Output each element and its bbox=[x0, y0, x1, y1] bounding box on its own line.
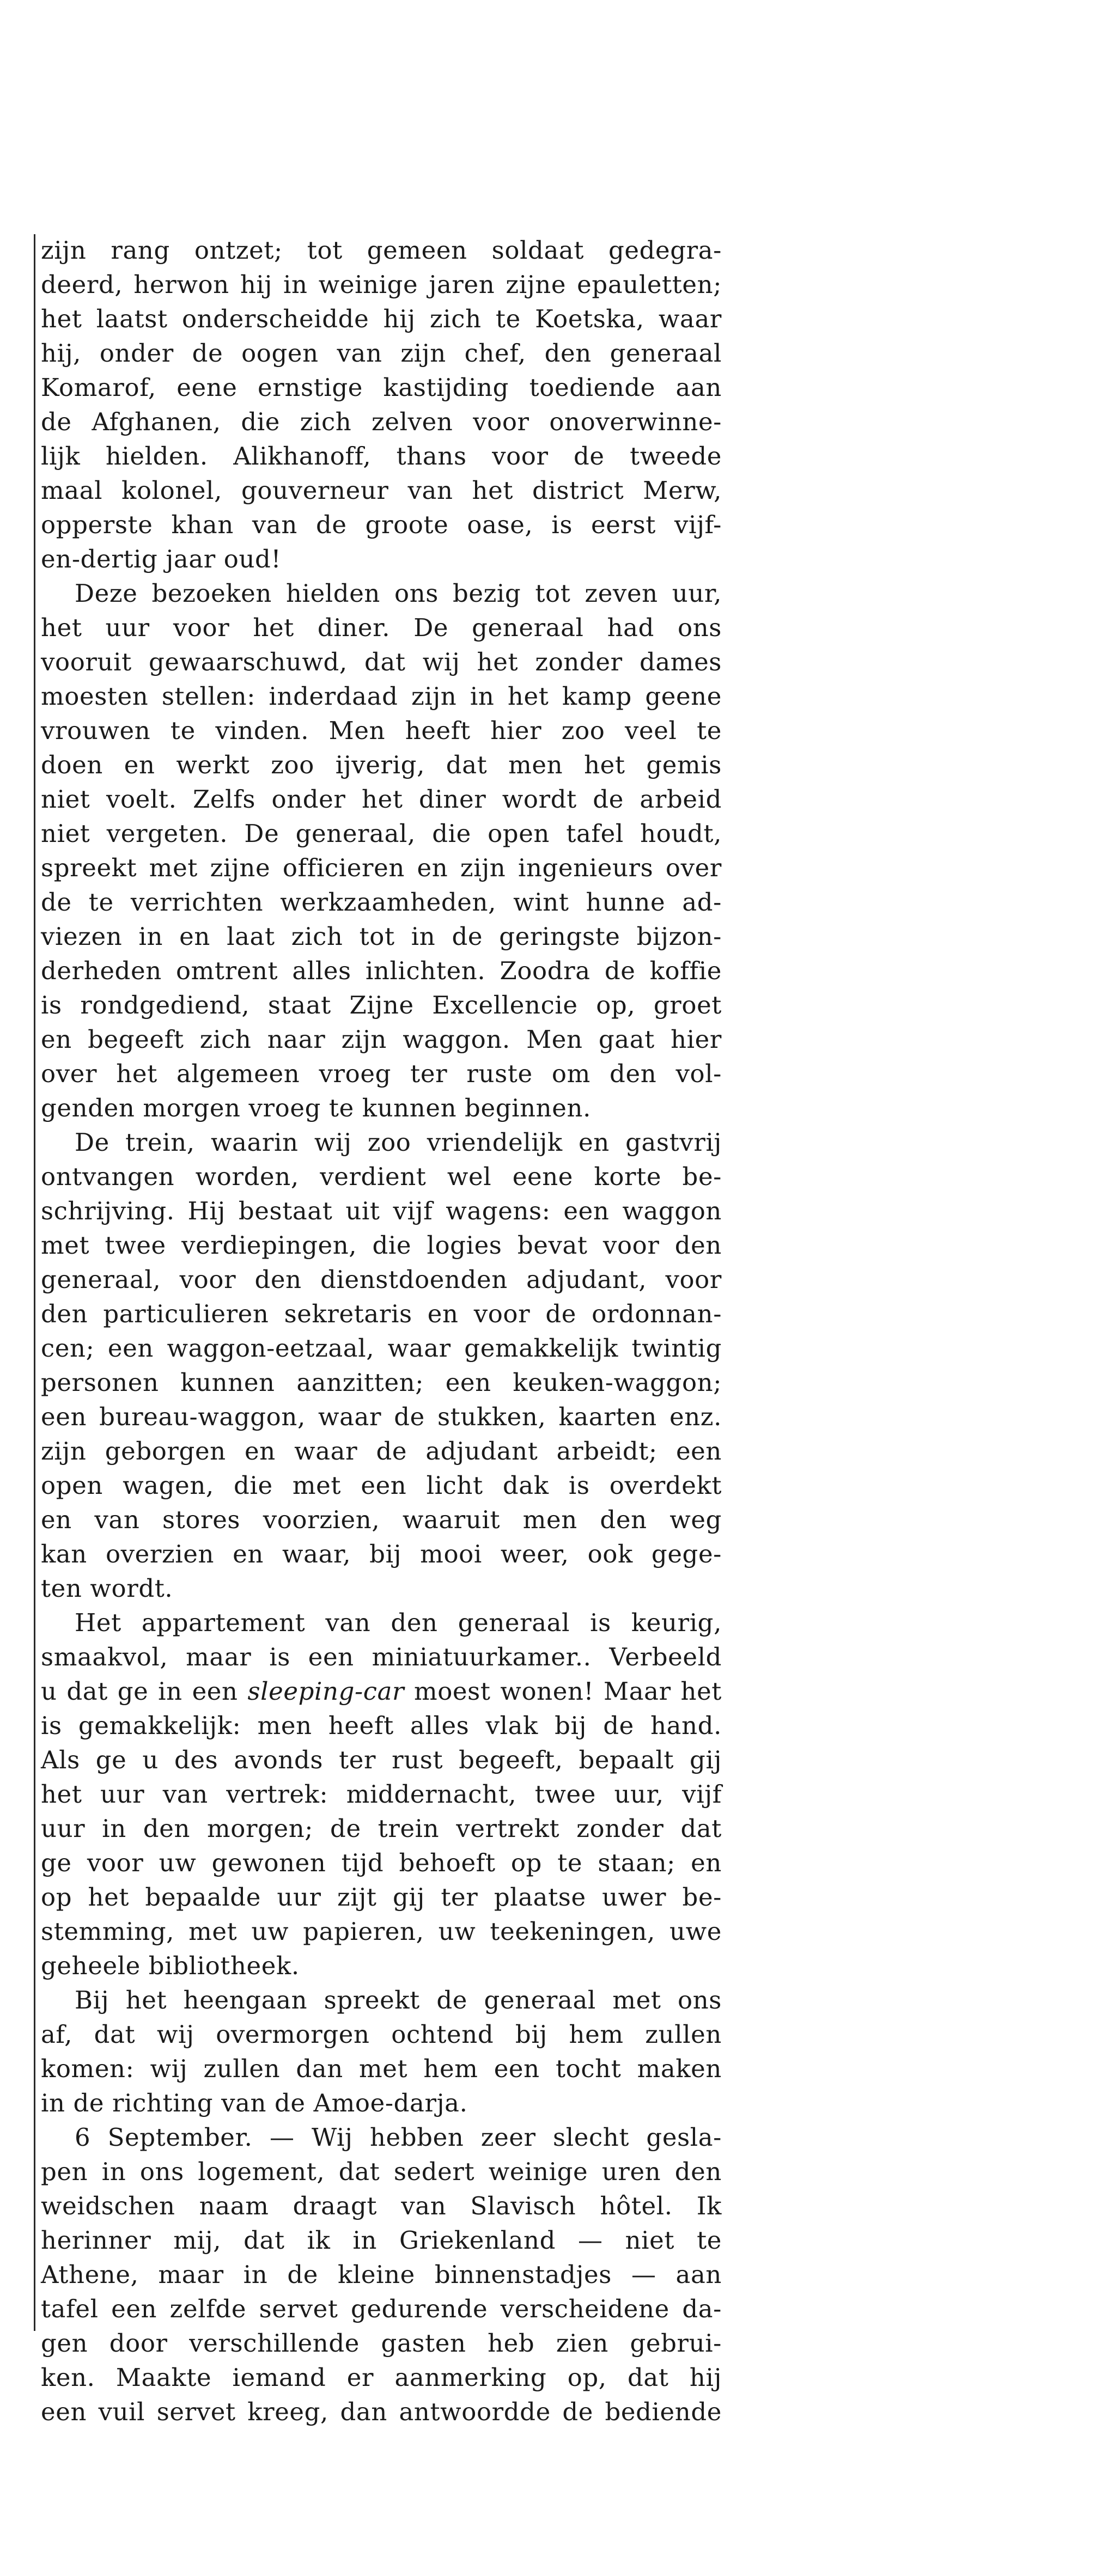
text-line: schrijving. Hij bestaat uit vijf wagens: een waggon bbox=[41, 1197, 722, 1225]
text-line: genden morgen vroeg te kunnen beginnen. bbox=[41, 1094, 591, 1122]
text-line: niet voelt. Zelfs onder het diner wordt de arbeid bbox=[41, 785, 722, 814]
text-line: personen kunnen aanzitten; een keuken-waggon; bbox=[41, 1368, 722, 1397]
text-line: pen in ons logement, dat sedert weinige uren den bbox=[41, 2157, 722, 2186]
text-line: doen en werkt zoo ijverig, dat men het gemis bbox=[41, 750, 722, 779]
text-line: den particulieren sekretaris en voor de ordonnan- bbox=[41, 1299, 722, 1328]
text-line: komen: wij zullen dan met hem een tocht maken bbox=[41, 2054, 722, 2083]
text-line: Het appartement van den generaal is keurig, bbox=[75, 1608, 722, 1637]
text-segment: u dat ge in een bbox=[41, 1677, 248, 1706]
text-line: geheele bibliotheek. bbox=[41, 1951, 300, 1980]
text-line: vooruit gewaarschuwd, dat wij het zonder dames bbox=[41, 648, 722, 676]
text-line: het laatst onderscheidde hij zich te Koetska, waar bbox=[41, 304, 722, 333]
text-line: tafel een zelfde servet gedurende verscheidene da- bbox=[41, 2294, 722, 2323]
text-line: Athene, maar in de kleine binnenstadjes — aan bbox=[41, 2260, 722, 2289]
text-line: over het algemeen vroeg ter ruste om den vol- bbox=[41, 1059, 722, 1088]
text-line: spreekt met zijne officieren en zijn ingenieurs over bbox=[41, 853, 722, 882]
text-line: smaakvol, maar is een miniatuurkamer.. Verbeeld bbox=[41, 1643, 722, 1671]
text-line: ge voor uw gewonen tijd behoeft op te staan; en bbox=[41, 1848, 722, 1877]
text-line: Deze bezoeken hielden ons bezig tot zeven uur, bbox=[75, 579, 722, 608]
text-line: met twee verdiepingen, die logies bevat voor den bbox=[41, 1231, 722, 1260]
text-line: hij, onder de oogen van zijn chef, den generaal bbox=[41, 339, 722, 368]
text-line: gen door verschillende gasten heb zien gebrui- bbox=[41, 2329, 722, 2358]
italic-term: sleeping-car bbox=[247, 1677, 405, 1706]
text-column bbox=[41, 233, 722, 2429]
text-line: een vuil servet kreeg, dan antwoordde de bediende bbox=[41, 2397, 722, 2426]
text-line: open wagen, die met een licht dak is overdekt bbox=[41, 1471, 722, 1500]
text-line: derheden omtrent alles inlichten. Zoodra de koffie bbox=[41, 956, 722, 985]
text-line: ken. Maakte iemand er aanmerking op, dat hij bbox=[41, 2363, 722, 2392]
text-line: Als ge u des avonds ter rust begeeft, bepaalt gij bbox=[41, 1745, 722, 1774]
text-line: het uur van vertrek: middernacht, twee uur, vijf bbox=[41, 1780, 722, 1809]
text-line: niet vergeten. De generaal, die open tafel houdt, bbox=[41, 819, 722, 848]
text-line: uur in den morgen; de trein vertrekt zonder dat bbox=[41, 1814, 722, 1843]
text-line: is rondgediend, staat Zijne Excellencie op, groet bbox=[41, 991, 722, 1020]
text-line: en begeeft zich naar zijn waggon. Men gaat hier bbox=[41, 1025, 722, 1054]
text-line bbox=[41, 1674, 722, 1708]
text-line: op het bepaalde uur zijt gij ter plaatse uwer be- bbox=[41, 1883, 722, 1912]
text-line: opperste khan van de groote oase, is eerst vijf- bbox=[41, 510, 722, 539]
text-line: ontvangen worden, verdient wel eene korte be- bbox=[41, 1162, 722, 1191]
margin-rule bbox=[34, 234, 35, 2331]
text-line: lijk hielden. Alikhanoff, thans voor de tweede bbox=[41, 442, 722, 471]
text-line: in de richting van de Amoe-darja. bbox=[41, 2089, 468, 2117]
text-line: deerd, herwon hij in weinige jaren zijne epauletten; bbox=[41, 270, 722, 299]
text-line: ten wordt. bbox=[41, 1574, 173, 1603]
text-line: 6 September. — Wij hebben zeer slecht gesla- bbox=[75, 2123, 722, 2152]
text-line: en-dertig jaar oud! bbox=[41, 545, 282, 573]
text-line: zijn rang ontzet; tot gemeen soldaat gedegra- bbox=[41, 236, 722, 265]
text-line: is gemakkelijk: men heeft alles vlak bij de hand. bbox=[41, 1711, 722, 1740]
text-line: Bij het heengaan spreekt de generaal met ons bbox=[75, 1986, 722, 2015]
text-line: de te verrichten werkzaamheden, wint hunne ad- bbox=[41, 888, 722, 917]
text-line: viezen in en laat zich tot in de geringste bijzon- bbox=[41, 922, 722, 951]
text-line: zijn geborgen en waar de adjudant arbeidt; een bbox=[41, 1437, 722, 1466]
text-line: Komarof, eene ernstige kastijding toediende aan bbox=[41, 373, 722, 402]
text-line: moesten stellen: inderdaad zijn in het kamp geene bbox=[41, 682, 722, 711]
text-line: generaal, voor den dienstdoenden adjudant, voor bbox=[41, 1265, 722, 1294]
text-line: stemming, met uw papieren, uw teekeningen, uwe bbox=[41, 1917, 722, 1946]
text-line: weidschen naam draagt van Slavisch hôtel. Ik bbox=[41, 2192, 722, 2220]
text-line: het uur voor het diner. De generaal had ons bbox=[41, 613, 722, 642]
text-line: cen; een waggon-eetzaal, waar gemakkelijk twintig bbox=[41, 1334, 722, 1363]
text-line: de Afghanen, die zich zelven voor onoverwinne- bbox=[41, 407, 722, 436]
text-line: en van stores voorzien, waaruit men den weg bbox=[41, 1505, 722, 1534]
text-line: De trein, waarin wij zoo vriendelijk en gastvrij bbox=[75, 1128, 722, 1157]
text-line: herinner mij, dat ik in Griekenland — niet te bbox=[41, 2226, 722, 2255]
text-segment: moest wonen! Maar het bbox=[404, 1677, 722, 1706]
text-line: maal kolonel, gouverneur van het district Merw, bbox=[41, 476, 722, 505]
text-line: vrouwen te vinden. Men heeft hier zoo veel te bbox=[41, 716, 722, 745]
text-line: kan overzien en waar, bij mooi weer, ook gege- bbox=[41, 1540, 722, 1568]
text-line: een bureau-waggon, waar de stukken, kaarten enz. bbox=[41, 1402, 722, 1431]
text-line: af, dat wij overmorgen ochtend bij hem zullen bbox=[41, 2020, 722, 2049]
